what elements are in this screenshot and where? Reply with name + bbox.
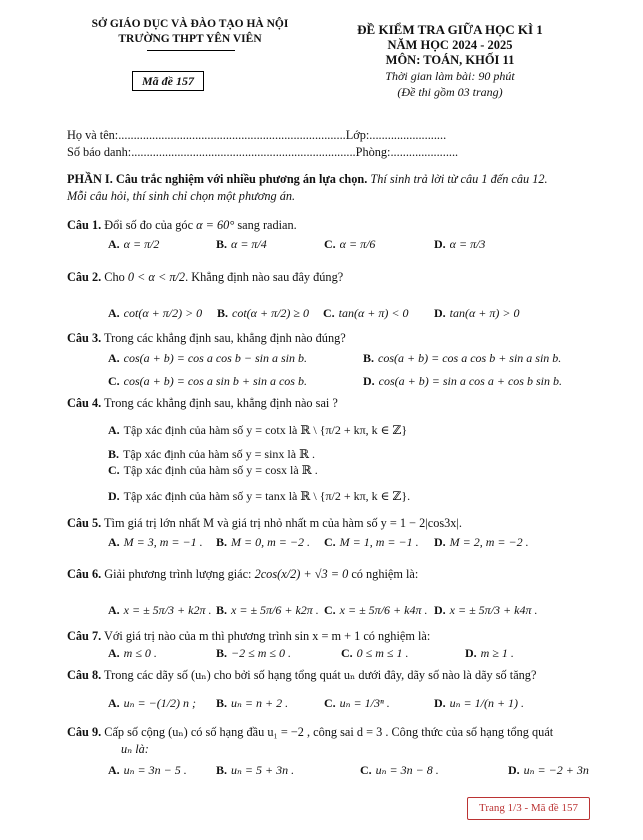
- question-label: Câu 4.: [67, 396, 102, 410]
- question-text: Đổi số đo của góc: [101, 218, 197, 232]
- option-c[interactable]: [360, 763, 439, 778]
- option-c[interactable]: [341, 646, 409, 661]
- student-id-line: Số báo danh:.........................................................................Phòng:......................: [67, 145, 459, 159]
- question-5: [67, 516, 462, 531]
- option-b[interactable]: [216, 646, 291, 661]
- question-8: [67, 668, 536, 683]
- option-b[interactable]: [363, 351, 561, 366]
- question-text: . Khẳng định nào sau đây đúng?: [185, 270, 344, 284]
- option-letter: B.: [216, 603, 228, 617]
- option-text: x = ± 5π/3 + k2π .: [123, 603, 212, 617]
- duration: Thời gian làm bài: 90 phút: [385, 69, 515, 83]
- question-7: [67, 629, 430, 644]
- option-a[interactable]: [108, 646, 157, 661]
- option-b[interactable]: [108, 447, 315, 462]
- option-d[interactable]: [508, 763, 589, 778]
- option-text: α = π/2: [123, 237, 160, 251]
- option-a[interactable]: [108, 535, 203, 550]
- section-instruction: Thí sinh trả lời từ câu 1 đến câu 12.: [367, 172, 548, 186]
- option-letter: B.: [216, 535, 228, 549]
- option-c[interactable]: [324, 237, 375, 252]
- pages-note: (Đề thi gồm 03 trang): [397, 85, 503, 99]
- question-text: Trong các dãy số (uₙ) cho bởi số hạng tổng quát uₙ dưới đây, dãy số nào là dãy số tăng?: [101, 668, 537, 682]
- question-3: [67, 331, 346, 346]
- option-letter: B.: [363, 351, 375, 365]
- header-divider: [147, 50, 235, 51]
- option-text: tan(α + π) > 0: [449, 306, 520, 320]
- exam-title: ĐỀ KIỂM TRA GIỮA HỌC KÌ 1: [357, 22, 543, 37]
- option-letter: C.: [324, 603, 336, 617]
- option-letter: D.: [434, 696, 446, 710]
- option-c[interactable]: [324, 696, 390, 711]
- option-text: uₙ = 3n − 8 .: [375, 763, 439, 777]
- option-letter: D.: [108, 489, 120, 503]
- option-text: Tập xác định của hàm số y = tanx là ℝ \ {π/2 + kπ, k ∈ ℤ}.: [123, 489, 411, 503]
- option-a[interactable]: [108, 306, 202, 321]
- option-text: uₙ = 3n − 5 .: [123, 763, 187, 777]
- question-label: Câu 8.: [67, 668, 102, 682]
- option-b[interactable]: [217, 306, 309, 321]
- question-label: Câu 6.: [67, 567, 102, 581]
- option-d[interactable]: [434, 237, 485, 252]
- question-6: [67, 567, 418, 582]
- option-d[interactable]: [363, 374, 562, 389]
- option-text: uₙ = −(1/2) n ;: [123, 696, 197, 710]
- option-text: uₙ = n + 2 .: [231, 696, 289, 710]
- school-name: TRƯỜNG THPT YÊN VIÊN: [118, 33, 262, 45]
- math-expr: 0 < α < π/2: [127, 270, 186, 284]
- option-a[interactable]: [108, 763, 187, 778]
- option-a[interactable]: [108, 423, 407, 438]
- option-d[interactable]: [434, 306, 520, 321]
- page-footer: Trang 1/3 - Mã đề 157: [467, 797, 590, 820]
- student-name-line: Họ và tên:..........................................................................Lớp:.........................: [67, 128, 447, 142]
- option-text: M = 0, m = −2 .: [231, 535, 310, 549]
- option-text: cos(a + b) = sin a cos a + cos b sin b.: [378, 374, 562, 388]
- option-letter: D.: [465, 646, 477, 660]
- option-letter: A.: [108, 535, 120, 549]
- option-c[interactable]: [324, 535, 419, 550]
- option-text: α = π/4: [231, 237, 267, 251]
- option-letter: D.: [434, 237, 446, 251]
- option-text: cos(a + b) = cos a sin b + sin a cos b.: [123, 374, 307, 388]
- option-text: m ≥ 1 .: [480, 646, 514, 660]
- option-letter: C.: [360, 763, 372, 777]
- question-label: Câu 9.: [67, 725, 102, 739]
- question-text: Giải phương trình lượng giác:: [101, 567, 255, 581]
- option-letter: A.: [108, 646, 120, 660]
- option-d[interactable]: [434, 696, 524, 711]
- question-label: Câu 3.: [67, 331, 102, 345]
- option-letter: B.: [216, 646, 228, 660]
- option-d[interactable]: [108, 489, 410, 504]
- question-9-line-2: uₙ là:: [121, 742, 149, 756]
- option-letter: C.: [324, 535, 336, 549]
- option-letter: D.: [508, 763, 520, 777]
- option-text: uₙ = 1/3ⁿ .: [339, 696, 390, 710]
- option-letter: D.: [434, 306, 446, 320]
- question-text: Trong các khẳng định sau, khẳng định nào đúng?: [101, 331, 346, 345]
- option-letter: C.: [324, 696, 336, 710]
- section-title: PHẦN I. Câu trắc nghiệm với nhiều phương án lựa chọn.: [67, 172, 368, 186]
- option-letter: C.: [324, 237, 336, 251]
- option-letter: A.: [108, 423, 120, 437]
- option-text: M = 2, m = −2 .: [449, 535, 529, 549]
- question-text: Với giá trị nào của m thì phương trình sin x = m + 1 có nghiệm là:: [101, 629, 431, 643]
- option-b[interactable]: [216, 696, 288, 711]
- option-text: x = ± 5π/6 + k2π .: [231, 603, 319, 617]
- option-letter: A.: [108, 237, 120, 251]
- option-b[interactable]: [216, 237, 267, 252]
- option-letter: B.: [108, 447, 120, 461]
- option-letter: D.: [363, 374, 375, 388]
- option-text: Tập xác định của hàm số y = cosx là ℝ .: [123, 463, 318, 477]
- option-text: M = 3, m = −1 .: [123, 535, 203, 549]
- option-b[interactable]: [216, 535, 310, 550]
- option-text: cot(α + π/2) ≥ 0: [232, 306, 309, 320]
- question-9: [67, 725, 553, 740]
- option-letter: A.: [108, 306, 120, 320]
- question-label: Câu 7.: [67, 629, 102, 643]
- option-letter: B.: [216, 237, 228, 251]
- question-text: có nghiệm là:: [348, 567, 419, 581]
- math-expr: 2cos(x/2) + √3 = 0: [254, 567, 349, 581]
- section-heading: [67, 172, 548, 187]
- option-text: x = ± 5π/3 + k4π .: [449, 603, 538, 617]
- subject: MÔN: TOÁN, KHỐI 11: [385, 53, 515, 67]
- option-d[interactable]: [434, 603, 537, 618]
- option-letter: D.: [434, 535, 446, 549]
- question-text: Trong các khẳng định sau, khẳng định nào sai ?: [101, 396, 338, 410]
- option-c[interactable]: [324, 603, 427, 618]
- option-text: tan(α + π) < 0: [338, 306, 409, 320]
- option-a[interactable]: [108, 237, 159, 252]
- option-text: Tập xác định của hàm số y = sinx là ℝ .: [123, 447, 316, 461]
- option-text: α = π/3: [449, 237, 486, 251]
- question-text: sang radian.: [234, 218, 297, 232]
- option-text: Tập xác định của hàm số y = cotx là ℝ \ {π/2 + kπ, k ∈ ℤ}: [123, 423, 408, 437]
- option-letter: A.: [108, 603, 120, 617]
- ministry-name: SỞ GIÁO DỤC VÀ ĐÀO TẠO HÀ NỘI: [91, 18, 289, 30]
- option-letter: A.: [108, 351, 120, 365]
- option-text: uₙ = 1/(n + 1) .: [449, 696, 525, 710]
- question-text: Cấp số cộng (uₙ) có số hạng đầu u₁ = −2 , công sai d = 3 . Công thức của số hạng tổng quát: [101, 725, 554, 739]
- school-year: NĂM HỌC 2024 - 2025: [387, 38, 513, 52]
- option-letter: A.: [108, 763, 120, 777]
- question-2: [67, 270, 343, 285]
- section-instruction-2: Mỗi câu hỏi, thí sinh chỉ chọn một phương án.: [67, 189, 296, 203]
- option-text: α = π/6: [339, 237, 376, 251]
- option-letter: C.: [108, 463, 120, 477]
- option-text: cos(a + b) = cos a cos b + sin a sin b.: [378, 351, 562, 365]
- option-b[interactable]: [216, 603, 319, 618]
- option-text: uₙ = −2 + 3n: [523, 763, 589, 777]
- question-label: Câu 2.: [67, 270, 102, 284]
- question-text: Tìm giá trị lớn nhất M và giá trị nhỏ nhất m của hàm số y = 1 − 2|cos3x|.: [101, 516, 462, 530]
- option-text: cos(a + b) = cos a cos b − sin a sin b.: [123, 351, 307, 365]
- question-text: Cho: [101, 270, 128, 284]
- option-a[interactable]: [108, 351, 307, 366]
- option-letter: B.: [216, 763, 228, 777]
- option-letter: B.: [216, 696, 228, 710]
- option-a[interactable]: [108, 603, 211, 618]
- option-letter: D.: [434, 603, 446, 617]
- option-d[interactable]: [465, 646, 514, 661]
- option-text: uₙ = 5 + 3n .: [231, 763, 295, 777]
- option-text: M = 1, m = −1 .: [339, 535, 419, 549]
- math-expr: α = 60°: [196, 218, 235, 232]
- option-letter: A.: [108, 696, 120, 710]
- option-c[interactable]: [323, 306, 409, 321]
- option-d[interactable]: [434, 535, 529, 550]
- question-label: Câu 5.: [67, 516, 102, 530]
- option-letter: C.: [323, 306, 335, 320]
- option-letter: C.: [341, 646, 353, 660]
- question-label: Câu 1.: [67, 218, 102, 232]
- option-letter: C.: [108, 374, 120, 388]
- option-text: cot(α + π/2) > 0: [123, 306, 203, 320]
- option-letter: B.: [217, 306, 229, 320]
- option-text: −2 ≤ m ≤ 0 .: [231, 646, 291, 660]
- option-text: x = ± 5π/6 + k4π .: [339, 603, 428, 617]
- option-text: m ≤ 0 .: [123, 646, 157, 660]
- option-c[interactable]: [108, 374, 307, 389]
- question-4: [67, 396, 338, 411]
- option-text: 0 ≤ m ≤ 1 .: [356, 646, 409, 660]
- exam-code-box: Mã đề 157: [132, 71, 204, 91]
- option-b[interactable]: [216, 763, 294, 778]
- option-a[interactable]: [108, 696, 196, 711]
- question-1: [67, 218, 297, 233]
- option-c[interactable]: [108, 463, 318, 478]
